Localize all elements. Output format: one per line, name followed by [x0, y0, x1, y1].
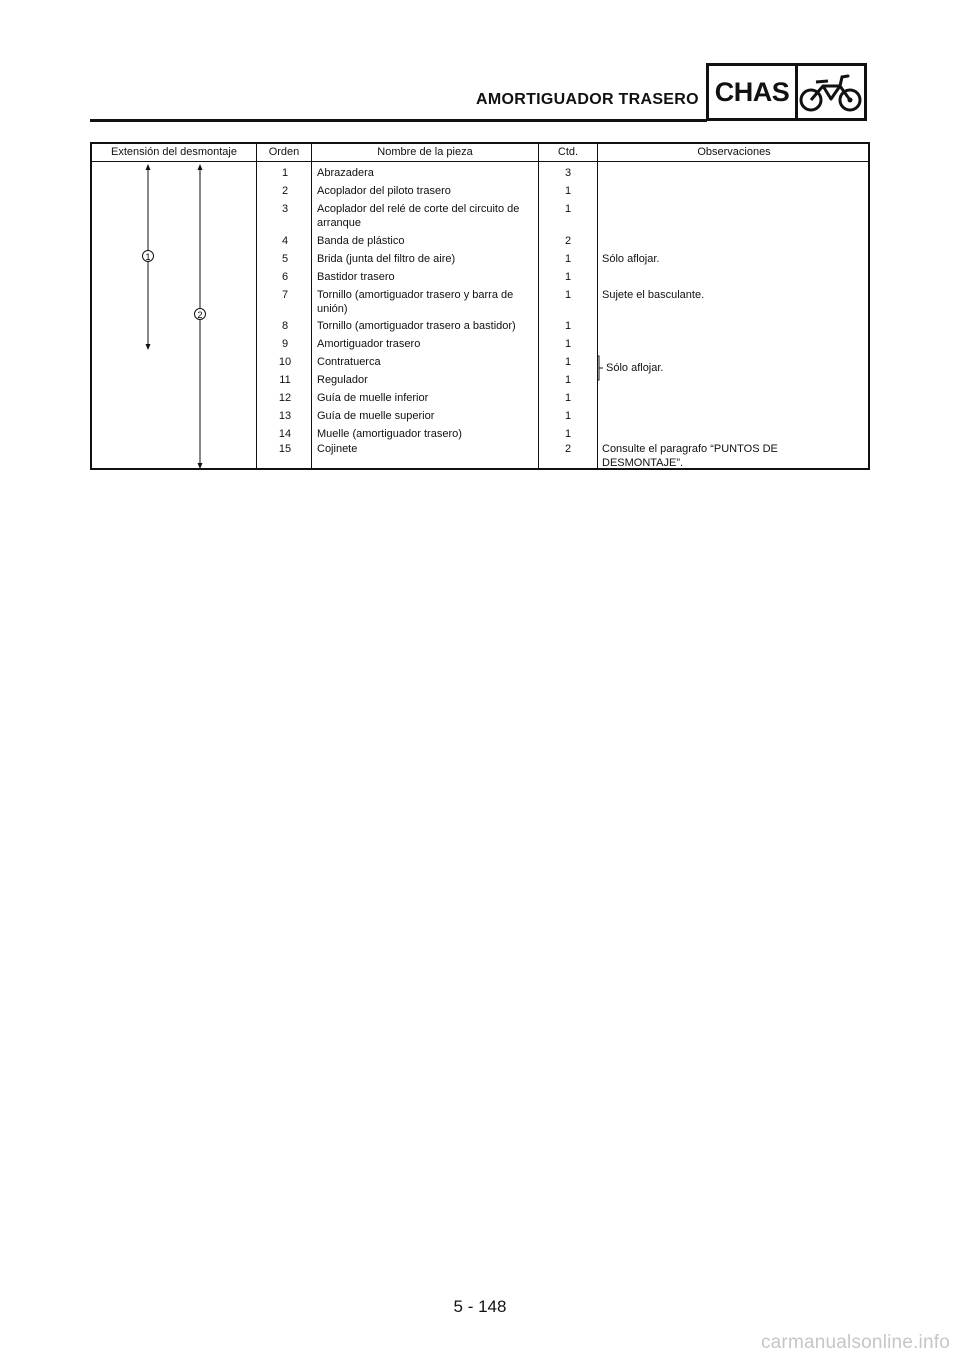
- chapter-badge: [706, 63, 867, 121]
- row-qty: 1: [564, 338, 572, 350]
- row-qty: 3: [564, 167, 572, 179]
- row-remarks: Sólo aflojar.: [602, 253, 660, 265]
- page-number: 5 - 148: [453, 1297, 507, 1316]
- range-label-2: 2: [197, 310, 203, 320]
- chapter-badge-label: CHAS: [709, 66, 798, 118]
- watermark: carmanualsonline.info: [760, 1332, 950, 1353]
- row-part-name: Brida (junta del filtro de aire): [317, 253, 456, 265]
- column-header-order: Orden: [268, 146, 300, 158]
- row-qty: 2: [564, 235, 572, 247]
- row-order: 9: [281, 338, 289, 350]
- column-divider: [597, 144, 598, 468]
- row-part-name: Regulador: [317, 374, 368, 386]
- row-qty: 1: [564, 253, 572, 265]
- row-qty: 1: [564, 289, 572, 301]
- row-part-name: Acoplador del relé de corte del circuito de arranque: [317, 203, 520, 229]
- section-title: AMORTIGUADOR TRASERO: [476, 91, 699, 108]
- row-order: 12: [278, 392, 292, 404]
- row-part-name: Muelle (amortiguador trasero): [317, 428, 462, 440]
- row-part-name: Guía de muelle inferior: [317, 392, 429, 404]
- row-part-name: Bastidor trasero: [317, 271, 395, 283]
- row-qty: 1: [564, 185, 572, 197]
- row-order: 13: [278, 410, 292, 422]
- column-header-remarks: Observaciones: [697, 146, 771, 158]
- disassembly-range-diagram: [92, 162, 256, 470]
- column-header-qty: Ctd.: [557, 146, 579, 158]
- row-order: 15: [278, 443, 292, 455]
- row-qty: 1: [564, 410, 572, 422]
- row-part-name: Abrazadera: [317, 167, 374, 179]
- row-remarks: Sujete el basculante.: [602, 289, 705, 301]
- disassembly-table: [90, 142, 870, 470]
- row-order: 6: [281, 271, 289, 283]
- row-part-name: Guía de muelle superior: [317, 410, 435, 422]
- row-order: 10: [278, 356, 292, 368]
- row-order: 11: [279, 374, 291, 386]
- row-part-name: Contratuerca: [317, 356, 381, 368]
- row-remarks: Consulte el paragrafo “PUNTOS DE DESMONTAJE”.: [602, 443, 778, 469]
- row-qty: 1: [564, 428, 572, 440]
- range-label-1: 1: [145, 252, 151, 262]
- row-order: 8: [281, 320, 289, 332]
- row-order: 7: [281, 289, 289, 301]
- remarks-bracket: [594, 354, 606, 384]
- row-qty: 1: [564, 374, 572, 386]
- row-order: 2: [281, 185, 289, 197]
- row-qty: 1: [564, 320, 572, 332]
- row-order: 4: [281, 235, 289, 247]
- row-qty: 2: [564, 443, 572, 455]
- row-part-name: Tornillo (amortiguador trasero a bastidor): [317, 320, 516, 332]
- bracket-remark: Sólo aflojar.: [606, 362, 664, 374]
- row-part-name: Tornillo (amortiguador trasero y barra de unión): [317, 289, 514, 315]
- column-header-part-name: Nombre de la pieza: [377, 146, 473, 158]
- row-order: 14: [278, 428, 292, 440]
- row-qty: 1: [564, 271, 572, 283]
- row-order: 3: [281, 203, 289, 215]
- row-part-name: Banda de plástico: [317, 235, 405, 247]
- row-qty: 1: [564, 203, 572, 215]
- row-part-name: Acoplador del piloto trasero: [317, 185, 451, 197]
- column-header-extent: Extensión del desmontaje: [111, 146, 237, 158]
- row-part-name: Cojinete: [317, 443, 358, 455]
- row-order: 1: [281, 167, 289, 179]
- row-order: 5: [281, 253, 289, 265]
- row-qty: 1: [564, 356, 572, 368]
- header-rule: [90, 119, 707, 122]
- row-part-name: Amortiguador trasero: [317, 338, 421, 350]
- motorcycle-icon: [798, 66, 864, 118]
- row-qty: 1: [564, 392, 572, 404]
